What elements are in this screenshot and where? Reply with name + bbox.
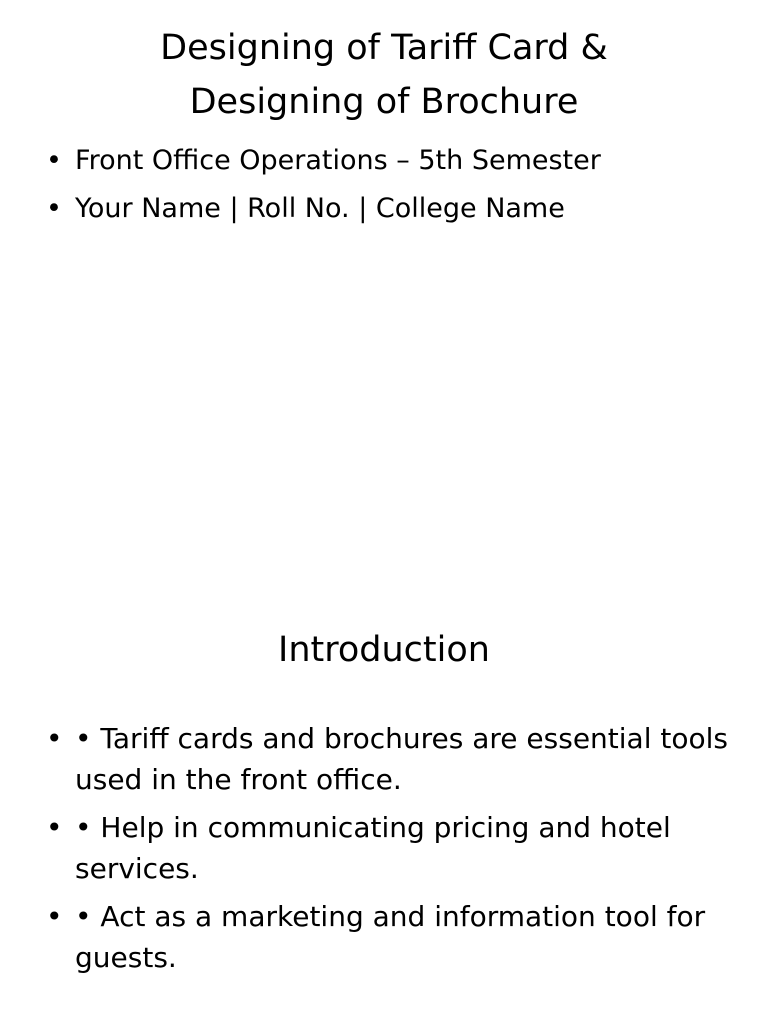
bullet-text: Your Name | Roll No. | College Name xyxy=(75,193,565,224)
list-item xyxy=(46,807,736,889)
slide-title-bullet-list xyxy=(46,140,736,236)
title-line-2: Designing of Brochure xyxy=(189,82,579,122)
bullet-dot-icon: • xyxy=(46,193,62,224)
bullet-text: • Act as a marketing and information tool for guests. xyxy=(75,900,706,974)
bullet-dot-icon: • xyxy=(46,811,63,844)
list-item xyxy=(46,188,736,229)
bullet-dot-icon: • xyxy=(46,145,62,176)
bullet-text: • Help in communicating pricing and hotel services. xyxy=(75,811,671,885)
title-line-1: Designing of Tariff Card & xyxy=(160,28,608,68)
list-item xyxy=(46,896,736,978)
bullet-text: • Tariff cards and brochures are essential tools used in the front office. xyxy=(75,722,728,796)
bullet-text: Front Office Operations – 5th Semester xyxy=(75,145,601,176)
slide-introduction xyxy=(0,512,768,1024)
bullet-dot-icon: • xyxy=(46,900,63,933)
slide-introduction-heading: Introduction xyxy=(278,630,490,670)
slide-introduction-bullet-list xyxy=(46,718,736,985)
list-item xyxy=(46,140,736,181)
list-item xyxy=(46,718,736,800)
slide-title-heading xyxy=(40,21,728,129)
bullet-dot-icon: • xyxy=(46,722,63,755)
